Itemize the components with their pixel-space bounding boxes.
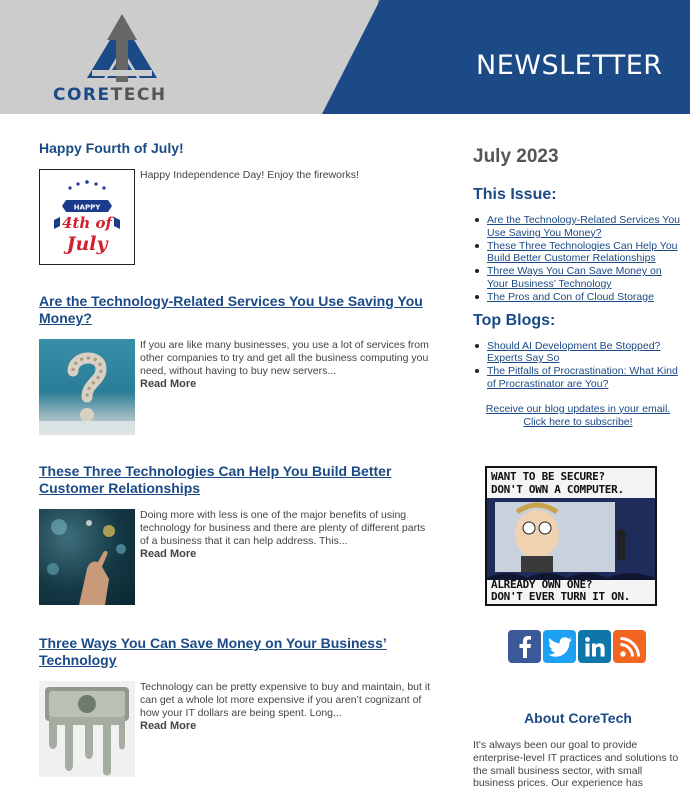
article-title-link[interactable]: Are the Technology-Related Services You Use Saving You Money?: [39, 293, 423, 326]
article-excerpt: Happy Independence Day! Enjoy the fireworks!: [140, 169, 359, 181]
article-technology-services: [39, 293, 439, 390]
logo-tech-text: TECH: [110, 85, 167, 105]
newsletter-header: [0, 0, 690, 114]
fourth-of-july-image: [39, 169, 135, 265]
subscribe-link[interactable]: [473, 403, 683, 429]
bokeh-hand-icon: [39, 509, 135, 605]
linkedin-icon[interactable]: [578, 630, 611, 663]
security-comic: [485, 466, 657, 606]
newsletter-title: NEWSLETTER: [476, 50, 663, 81]
top-blogs-list: [473, 340, 683, 391]
twitter-icon[interactable]: [543, 630, 576, 663]
comic-caption-bottom-2: DON'T EVER TURN IT ON.: [491, 590, 631, 603]
article-excerpt-block: [140, 339, 436, 391]
article-excerpt-block: [140, 681, 436, 733]
money-question-icon: [39, 339, 135, 435]
facebook-icon[interactable]: [508, 630, 541, 663]
logo-wordmark[interactable]: [53, 85, 167, 105]
this-issue-heading: This Issue:: [473, 186, 557, 203]
subscribe-line-1: Receive our blog updates in your email.: [485, 402, 671, 415]
article-excerpt: If you are like many businesses, you use a lot of services from other companies to try and get all the business computing you need, without having to buy new servers...: [140, 339, 429, 377]
read-more-link[interactable]: Read More: [140, 378, 197, 390]
badge-july-text: July: [66, 233, 108, 255]
social-links: [508, 630, 646, 663]
comic-caption-top-2: DON'T OWN A COMPUTER.: [491, 483, 624, 496]
read-more-link[interactable]: Read More: [140, 548, 197, 560]
logo-core-text: CORE: [53, 85, 111, 105]
article-title-link[interactable]: Three Ways You Can Save Money on Your Business’ Technology: [39, 635, 387, 668]
this-issue-item[interactable]: Are the Technology-Related Services You Use Saving You Money?: [473, 214, 683, 240]
article-title[interactable]: Happy Fourth of July!: [39, 140, 184, 156]
melting-dollar-icon: [39, 681, 135, 777]
badge-happy-text: HAPPY: [73, 203, 101, 212]
technology-hands-image: [39, 509, 135, 605]
question-mark-image: [39, 339, 135, 435]
article-excerpt-block: [140, 509, 436, 561]
article-excerpt: Technology can be pretty expensive to buy and maintain, but it can get a whole lot more expensive if you aren’t cognizant of how your IT dollars are being spent. Long...: [140, 681, 431, 719]
article-save-money: [39, 635, 439, 732]
melting-money-image: [39, 681, 135, 777]
this-issue-item[interactable]: These Three Technologies Can Help You Build Better Customer Relationships: [473, 240, 683, 266]
top-blog-item[interactable]: The Pitfalls of Procrastination: What Kind of Procrastinator are You?: [473, 365, 683, 391]
july-badge-icon: [40, 170, 134, 264]
article-three-technologies: [39, 463, 439, 560]
comic-caption-top-1: WANT TO BE SECURE?: [491, 470, 605, 483]
sidebar: [473, 146, 683, 790]
article-fourth-of-july: [39, 140, 439, 255]
about-heading: About CoreTech: [524, 710, 632, 726]
this-issue-list: [473, 214, 683, 304]
about-text: It's always been our goal to provide enterprise-level IT practices and solutions to the small business sector, with small business prices. Our experience has: [473, 739, 679, 790]
this-issue-item[interactable]: Three Ways You Can Save Money on Your Business’ Technology: [473, 265, 683, 291]
top-blog-item[interactable]: Should AI Development Be Stopped? Experts Say So: [473, 340, 683, 366]
subscribe-line-2: Click here to subscribe!: [523, 415, 633, 428]
this-issue-item[interactable]: The Pros and Con of Cloud Storage: [473, 291, 683, 304]
badge-fourth-text: 4th of: [62, 214, 112, 232]
rss-icon[interactable]: [613, 630, 646, 663]
top-blogs-heading: Top Blogs:: [473, 311, 556, 329]
issue-month: July 2023: [473, 146, 559, 167]
read-more-link[interactable]: Read More: [140, 720, 197, 732]
comic-caption-bottom-1: ALREADY OWN ONE?: [491, 578, 593, 591]
article-title-link[interactable]: These Three Technologies Can Help You Build Better Customer Relationships: [39, 463, 392, 496]
article-excerpt: Doing more with less is one of the major benefits of using technology for business and there are plenty of different parts of a business that it can help address. This...: [140, 509, 426, 547]
